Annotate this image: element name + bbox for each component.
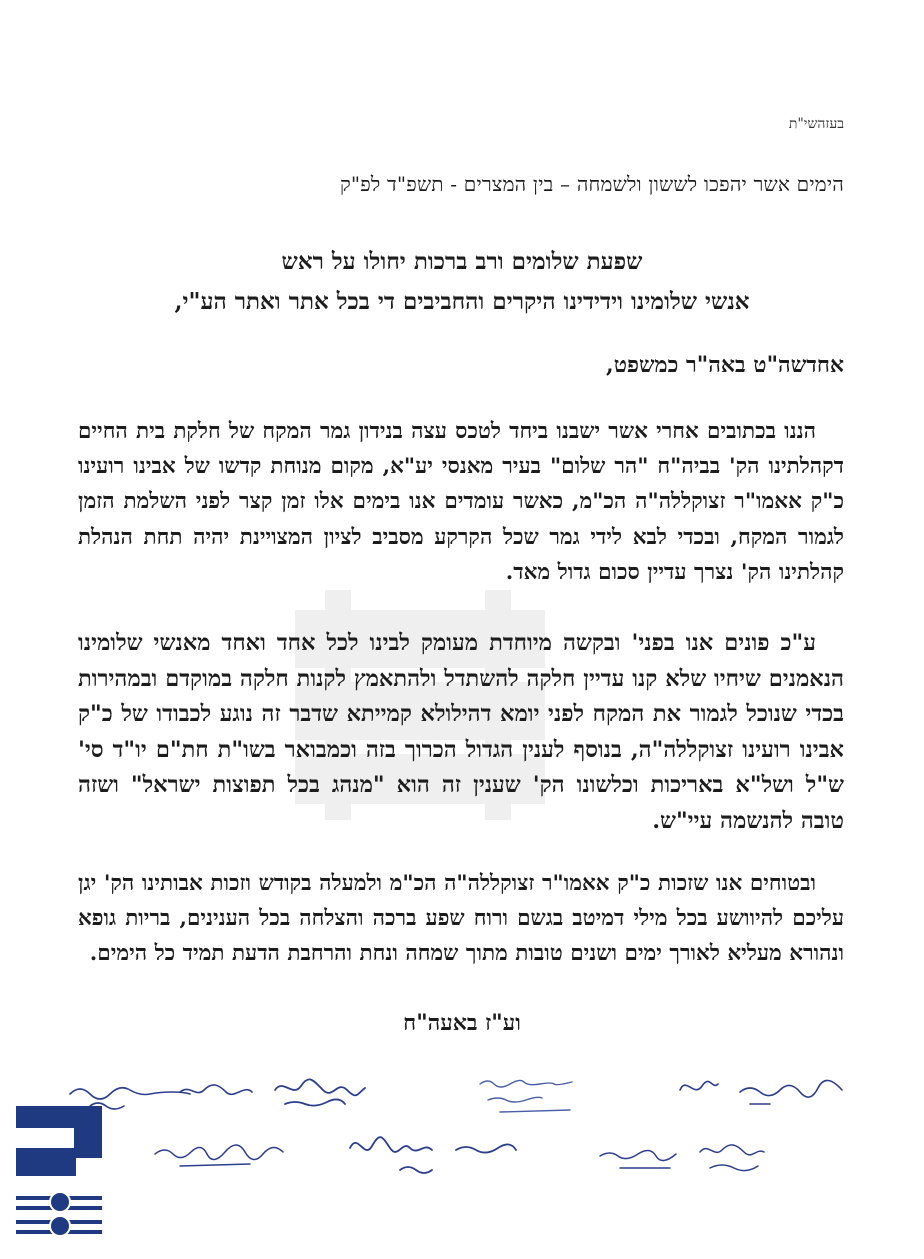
- salutation-line-2: אנשי שלומינו וידידינו היקרים והחביבים די בכל אתר ואתר הע"י,: [174, 288, 750, 316]
- signatures-block: [60, 1070, 850, 1190]
- signature-3: [480, 1080, 572, 1112]
- paragraph-1: [78, 414, 844, 590]
- signature-2: [275, 1079, 365, 1105]
- signature-4: [680, 1080, 842, 1104]
- date-line: הימים אשר יהפכו לששון ולשמחה – בין המצרים - תשפ"ד לפ"ק: [339, 172, 844, 196]
- paragraph-3: [78, 866, 844, 972]
- blessing-header: בעזהשי"ת: [788, 116, 844, 132]
- greeting: אחדשה"ט באה"ר כמשפט,: [606, 352, 844, 378]
- closing-line: וע"ז באעה"ח: [403, 1010, 521, 1036]
- signature-7: [600, 1145, 764, 1171]
- salutation: [0, 242, 924, 323]
- paragraph-2: [78, 626, 844, 839]
- publisher-logo: [16, 1106, 102, 1240]
- signature-6: [350, 1137, 516, 1173]
- paragraph-1-text: הננו בכתובים אחרי אשר ישבנו ביחד לטכס עצה בנידון גמר המקח של חלקת בית החיים דקהלתינו הק' בביה"ח "הר שלום" בעיר מאנסי יע"א, מקום מנוחת קדשו של אבינו רועינו כ"ק אאמו"ר זצוקללה"ה הכ"מ, כאשר עומדים אנו בימים אלו זמן קצר לפני השלמת הזמן לגמור המקח, ובכדי לבא לידי גמר שכל הקרקע מסביב לציון המצויינת יהיה תחת הנהלת קהלתינו הק' נצרך עדיין סכום גדול מאד.: [78, 419, 844, 585]
- paragraph-2-text: ע"כ פונים אנו בפני' ובקשה מיוחדת מעומק לבינו לכל אחד ואחד מאנשי שלומינו הנאמנים שיחיו שלא קנו עדיין חלקה להשתדל ולהתאמץ לקנות חלקה במוקדם ובמהירות בכדי שנוכל לגמור את המקח לפני יומא דהילולא קמייתא שדבר זה נוגע לכבודו של כ"ק אבינו רועינו זצוקללה"ה, בנוסף לענין הגדול הכרוך בזה וכמבואר בשו"ת חת"ם יו"ד סי' ש"ל ושל"א באריכות וכלשונו הק' שענין זה הוא "מנהג בכל תפוצות ישראל" ושזה טובה להנשמה עיי"ש.: [78, 630, 844, 834]
- salutation-line-1: שפעת שלומים ורב ברכות יחולו על ראש: [281, 248, 643, 275]
- signature-5: [155, 1145, 283, 1166]
- paragraph-3-text: ובטוחים אנו שזכות כ"ק אאמו"ר זצוקללה"ה הכ"מ ולמעלה בקודש וזכות אבותינו הק' יגן עליכם להיוושע בכל מילי דמיטב בגשם ורוח שפע ברכה והצלחה בכל הענינים, בריות גופא ונהורא מעליא לאורך ימים ושנים טובות מתוך שמחה ונחת והרחבת הדעת תמיד כל הימים.: [78, 871, 844, 967]
